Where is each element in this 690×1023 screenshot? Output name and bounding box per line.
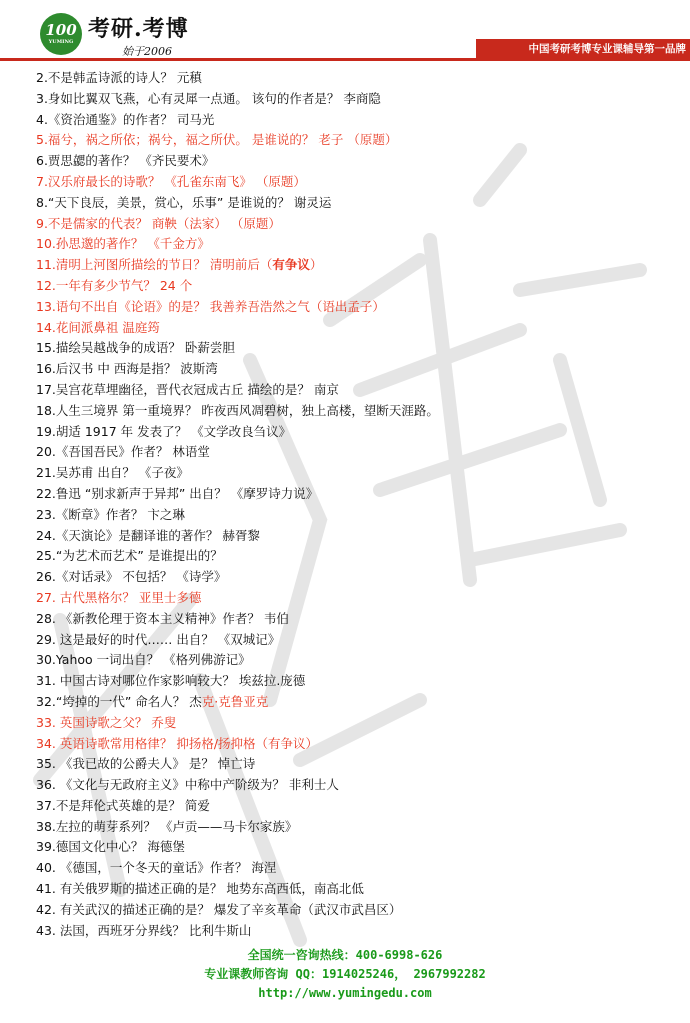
question-text: 9.不是儒家的代表？ 商鞅（法家） （原题） bbox=[36, 215, 281, 231]
question-text: 16.后汉书 中 西海是指？ 波斯湾 bbox=[36, 361, 218, 377]
question-line bbox=[36, 858, 676, 879]
question-line bbox=[36, 172, 676, 193]
question-line bbox=[36, 546, 676, 567]
question-line bbox=[36, 505, 676, 526]
page-footer bbox=[0, 946, 690, 1003]
question-text: 39.德国文化中心？ 海德堡 bbox=[36, 839, 185, 855]
question-text: 34. 英语诗歌常用格律？ 抑扬格/扬抑格（有争议） bbox=[36, 735, 319, 751]
question-text: 19.胡适 1917 年 发表了？ 《文学改良刍议》 bbox=[36, 423, 292, 439]
footer-hotline: 全国统一咨询热线：400-6998-626 bbox=[247, 948, 443, 962]
question-line bbox=[36, 297, 676, 318]
question-text: 32.“垮掉的一代” 命名人？ 杰 bbox=[36, 693, 202, 709]
question-line bbox=[36, 588, 676, 609]
question-text: 27. 古代黑格尔？ 亚里士多德 bbox=[36, 589, 202, 605]
question-line bbox=[36, 380, 676, 401]
question-line bbox=[36, 900, 676, 921]
question-line bbox=[36, 276, 676, 297]
question-line bbox=[36, 526, 676, 547]
question-line bbox=[36, 463, 676, 484]
question-line bbox=[36, 754, 676, 775]
question-line bbox=[36, 110, 676, 131]
question-text: 36. 《文化与无政府主义》中称中产阶级为？ 非利士人 bbox=[36, 777, 339, 793]
question-line bbox=[36, 879, 676, 900]
question-text: 11.清明上河图所描绘的节日？ 清明前后（ bbox=[36, 257, 273, 273]
question-text: ） bbox=[309, 257, 323, 273]
question-text: 17.吴宫花草埋幽径，晋代衣冠成古丘 描绘的是？ 南京 bbox=[36, 381, 339, 397]
question-text: 42. 有关武汉的描述正确的是？ 爆发了辛亥革命（武汉市武昌区） bbox=[36, 901, 402, 917]
question-text: 4.《资治通鉴》的作者？ 司马光 bbox=[36, 111, 215, 127]
question-text: 3.身如比翼双飞燕，心有灵犀一点通。 该句的作者是？ 李商隐 bbox=[36, 90, 381, 106]
question-line bbox=[36, 234, 676, 255]
question-text: 23.《断章》作者？ 卞之琳 bbox=[36, 506, 185, 522]
question-text: 30.Yahoo 一词出自？ 《格列佛游记》 bbox=[36, 652, 251, 668]
slogan-banner bbox=[476, 39, 690, 59]
logo-subtext: YUMING bbox=[48, 39, 74, 45]
question-line bbox=[36, 734, 676, 755]
brand-title: 考研.考博 bbox=[88, 16, 189, 42]
question-line bbox=[36, 630, 676, 651]
question-text: 7.汉乐府最长的诗歌？ 《孔雀东南飞》 （原题） bbox=[36, 173, 306, 189]
question-list bbox=[36, 68, 676, 941]
question-text: 2.不是韩孟诗派的诗人？ 元稹 bbox=[36, 70, 202, 85]
question-line bbox=[36, 359, 676, 380]
question-text: 18.人生三境界 第一重境界？ 昨夜西风凋碧树，独上高楼，望断天涯路。 bbox=[36, 402, 439, 418]
header-divider bbox=[0, 58, 690, 61]
question-text: 12.一年有多少节气？ 24 个 bbox=[36, 277, 193, 293]
question-text: 25.“为艺术而艺术” 是谁提出的？ bbox=[36, 548, 223, 564]
question-line bbox=[36, 609, 676, 630]
question-line bbox=[36, 484, 676, 505]
question-text: 6.贾思勰的著作？ 《齐民要术》 bbox=[36, 153, 215, 169]
question-text: 24.《天演论》是翻译谁的著作？ 赫胥黎 bbox=[36, 527, 260, 543]
brand-year: 始于2006 bbox=[122, 45, 172, 58]
question-line bbox=[36, 671, 676, 692]
question-line bbox=[36, 338, 676, 359]
question-line bbox=[36, 921, 676, 942]
question-line bbox=[36, 713, 676, 734]
question-text: 41. 有关俄罗斯的描述正确的是？ 地势东高西低，南高北低 bbox=[36, 881, 364, 897]
question-text: 5.福兮，祸之所依；祸兮，福之所伏。 是谁说的？ 老子 （原题） bbox=[36, 132, 398, 148]
slogan-text: 中国考研考博专业课辅导第一品牌 bbox=[528, 43, 686, 55]
logo-icon bbox=[40, 13, 82, 55]
question-text: 14.花间派鼻祖 温庭筠 bbox=[36, 319, 160, 335]
question-text: 有争议 bbox=[272, 257, 310, 273]
question-line bbox=[36, 796, 676, 817]
question-text: 28. 《新教伦理于资本主义精神》作者？ 韦伯 bbox=[36, 610, 289, 626]
question-line bbox=[36, 193, 676, 214]
question-text: 35. 《我已故的公爵夫人》 是？ 悼亡诗 bbox=[36, 756, 256, 772]
question-text: 31. 中国古诗对哪位作家影响较大？ 埃兹拉.庞德 bbox=[36, 673, 306, 689]
question-line bbox=[36, 89, 676, 110]
question-line bbox=[36, 775, 676, 796]
logo-text: 100 bbox=[45, 21, 77, 39]
question-line bbox=[36, 214, 676, 235]
question-text: 29. 这是最好的时代…… 出自？ 《双城记》 bbox=[36, 631, 281, 647]
question-text: 40. 《德国，一个冬天的童话》作者？ 海涅 bbox=[36, 860, 277, 876]
question-text: 43. 法国，西班牙分界线？ 比利牛斯山 bbox=[36, 922, 252, 938]
question-text: 克·克鲁亚克 bbox=[201, 693, 269, 709]
question-line bbox=[36, 401, 676, 422]
question-line bbox=[36, 567, 676, 588]
question-text: 10.孙思邈的著作？ 《千金方》 bbox=[36, 236, 210, 252]
question-line bbox=[36, 817, 676, 838]
question-line bbox=[36, 442, 676, 463]
footer-url: http://www.yumingedu.com bbox=[258, 986, 432, 1000]
question-line bbox=[36, 650, 676, 671]
question-line bbox=[36, 422, 676, 443]
question-text: 38.左拉的萌芽系列？ 《卢贡——马卡尔家族》 bbox=[36, 818, 298, 834]
question-text: 21.吴苏甫 出自？ 《子夜》 bbox=[36, 465, 189, 481]
question-line bbox=[36, 130, 676, 151]
question-line bbox=[36, 151, 676, 172]
question-text: 8.“天下良辰，美景，赏心，乐事” 是谁说的？ 谢灵运 bbox=[36, 194, 332, 210]
question-line bbox=[36, 255, 676, 276]
question-line bbox=[36, 318, 676, 339]
question-text: 33. 英国诗歌之父？ 乔叟 bbox=[36, 714, 177, 730]
question-text: 15.描绘吴越战争的成语？ 卧薪尝胆 bbox=[36, 340, 235, 356]
question-text: 37.不是拜伦式英雄的是？ 简爱 bbox=[36, 797, 210, 813]
question-text: 22.鲁迅 “别求新声于异邦” 出自？ 《摩罗诗力说》 bbox=[36, 485, 319, 501]
question-text: 20.《吾国吾民》作者？ 林语堂 bbox=[36, 444, 210, 460]
question-text: 26.《对话录》 不包括？ 《诗学》 bbox=[36, 569, 227, 585]
footer-qq: 专业课教师咨询 QQ：1914025246， 2967992282 bbox=[204, 967, 486, 981]
question-line bbox=[36, 692, 676, 713]
question-line bbox=[36, 837, 676, 858]
question-line bbox=[36, 68, 676, 89]
question-text: 13.语句不出自《论语》的是？ 我善养吾浩然之气（语出孟子） bbox=[36, 298, 385, 314]
page-header bbox=[0, 0, 690, 64]
